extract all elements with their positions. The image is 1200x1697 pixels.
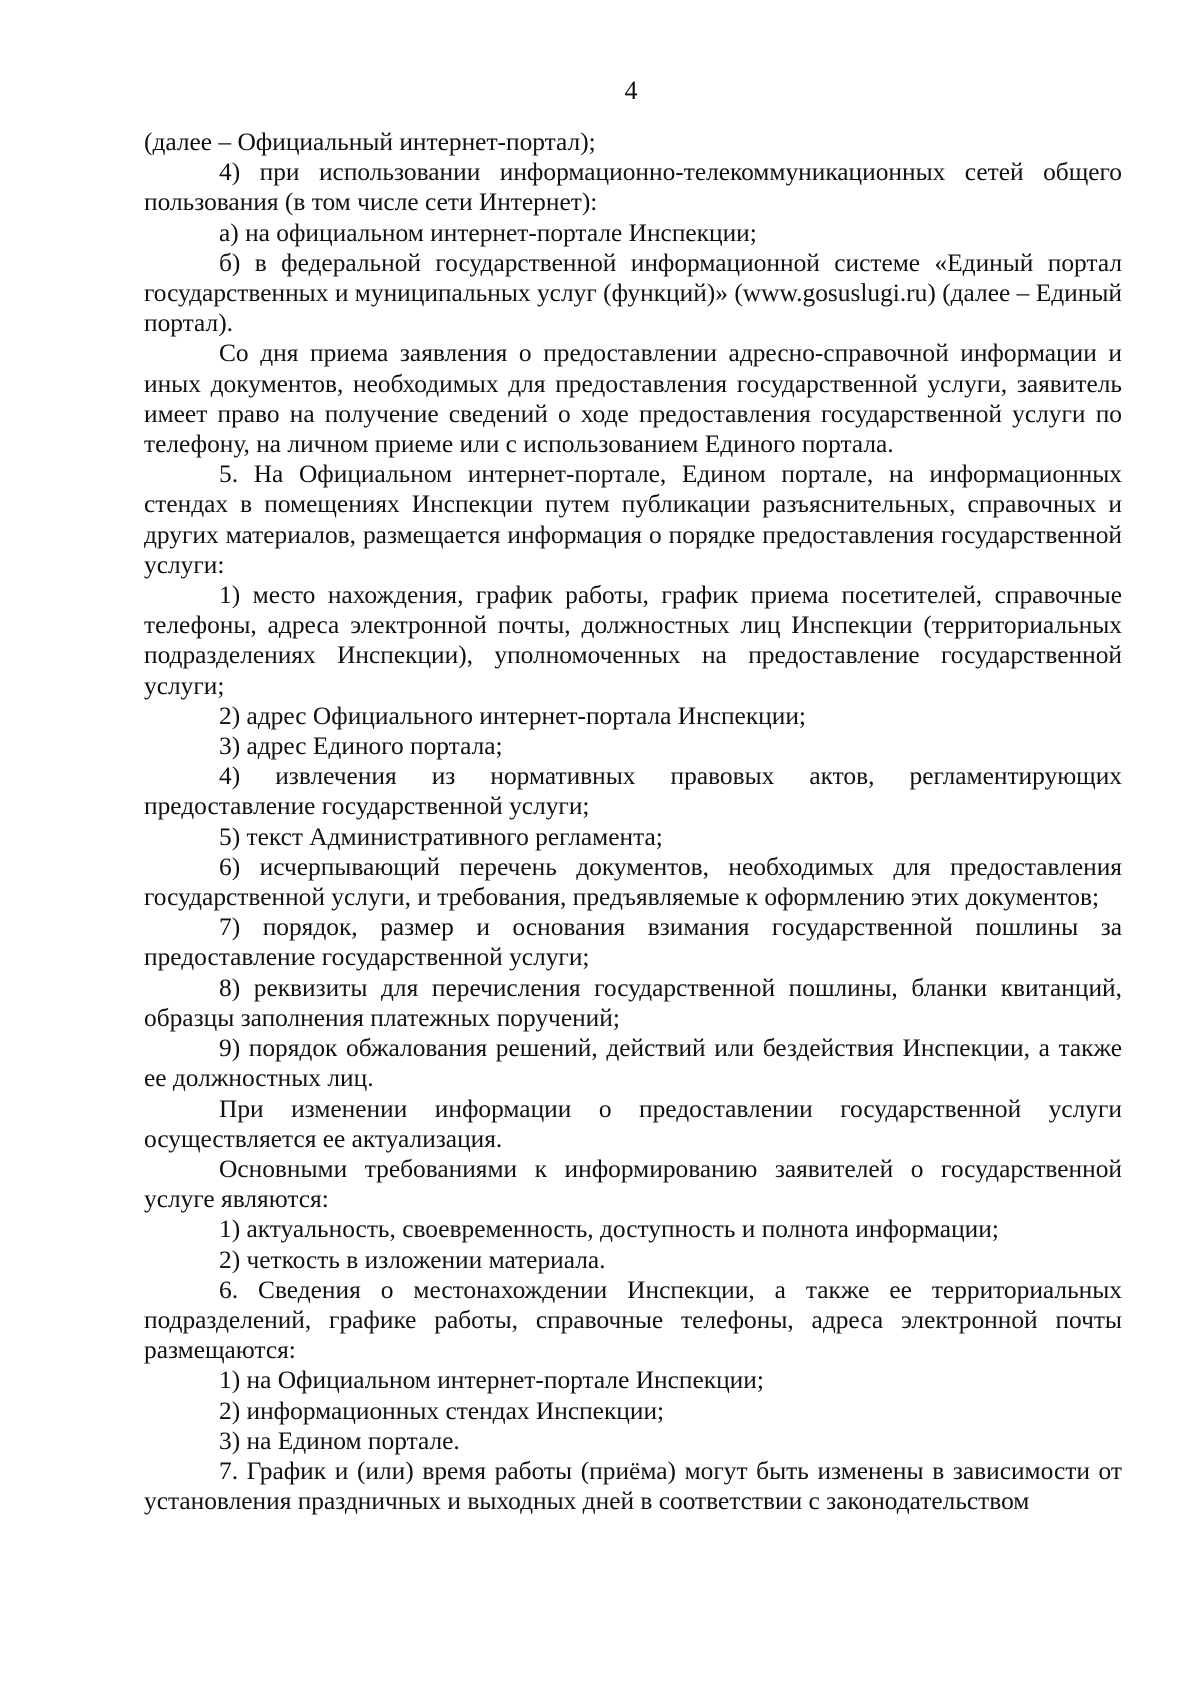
document-body [144,127,1122,1516]
paragraph: 5. На Официальном интернет-портале, Едином портале, на информационных стендах в помещениях Инспекции путем публикации разъяснительных, справочных и других материалов, размещается информация о порядке предоставления государственной услуги: [144,460,1122,579]
paragraph: Со дня приема заявления о предоставлении адресно-справочной информации и иных документов, необходимых для предоставления государственной услуги, заявитель имеет право на получение сведений о ходе предоставления государственной услуги по телефону, на личном приеме или с использованием Единого портала. [144,339,1122,459]
page-number: 4 [624,76,638,105]
paragraph: 3) адрес Единого портала; [219,732,503,761]
paragraph: а) на официальном интернет-портале Инспекции; [219,218,757,247]
paragraph: 2) информационных стендах Инспекции; [219,1396,665,1425]
paragraph: 4) извлечения из нормативных правовых актов, регламентирующих предоставление государственной услуги; [144,762,1122,821]
paragraph: 5) текст Административного регламента; [219,822,663,851]
paragraph: 3) на Едином портале. [219,1426,460,1455]
paragraph: 6. Сведения о местонахождении Инспекции, а также ее территориальных подразделений, графике работы, справочные телефоны, адреса электронной почты размещаются: [144,1275,1122,1365]
paragraph: 1) актуальность, своевременность, доступность и полнота информации; [219,1215,999,1244]
paragraph: (далее – Официальный интернет-портал); [144,128,596,156]
paragraph: б) в федеральной государственной информационной системе «Единый портал государственных и муниципальных услуг (функций)» (www.gosuslugi.ru) (далее – Единый портал). [144,248,1122,338]
paragraph: При изменении информации о предоставлении государственной услуги осуществляется ее актуализация. [144,1094,1122,1153]
paragraph: 6) исчерпывающий перечень документов, необходимых для предоставления государственной услуги, и требования, предъявляемые к оформлению этих документов; [144,852,1122,912]
paragraph: 9) порядок обжалования решений, действий или бездействия Инспекции, а также ее должностных лиц. [144,1034,1122,1093]
paragraph: 4) при использовании информационно-телекоммуникационных сетей общего пользования (в том числе сети Интернет): [144,158,1122,217]
paragraph: 7. График и (или) время работы (приёма) могут быть изменены в зависимости от установления праздничных и выходных дней в соответствии с законодательством [144,1456,1122,1516]
paragraph: 7) порядок, размер и основания взимания государственной пошлины за предоставление государственной услуги; [144,913,1122,972]
paragraph: Основными требованиями к информированию заявителей о государственной услуге являются: [144,1154,1122,1214]
paragraph: 1) на Официальном интернет-портале Инспекции; [219,1366,764,1395]
paragraph: 2) адрес Официального интернет-портала Инспекции; [219,701,806,730]
paragraph: 1) место нахождения, график работы, график приема посетителей, справочные телефоны, адреса электронной почты, должностных лиц Инспекции (территориальных подразделениях Инспекции), уполномоченных на предоставление государственной услуги; [144,581,1122,700]
paragraph: 8) реквизиты для перечисления государственной пошлины, бланки квитанций, образцы заполнения платежных поручений; [144,973,1122,1032]
paragraph: 2) четкость в изложении материала. [219,1245,606,1274]
